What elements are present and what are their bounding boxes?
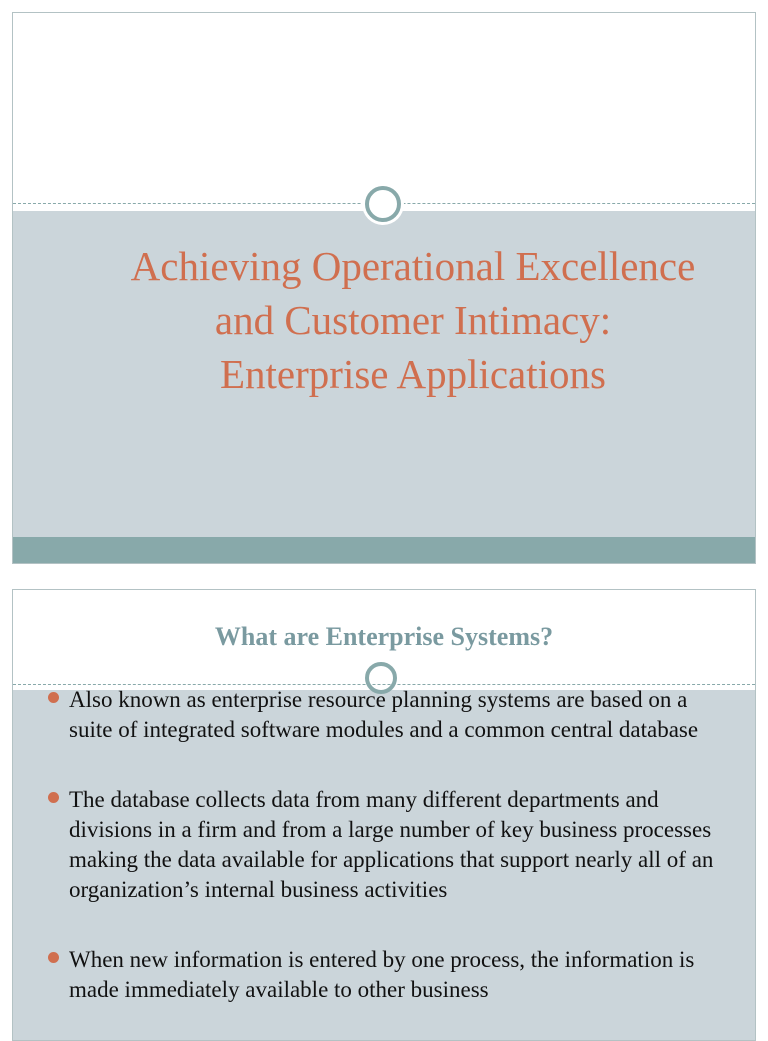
bullet-dot-icon xyxy=(48,952,59,963)
footer-bar xyxy=(13,537,755,563)
bullet-text: Also known as enterprise resource planning systems are based on a suite of integrated software modules and a common central database xyxy=(69,687,699,742)
bullet-item xyxy=(45,785,735,905)
slide-top-area xyxy=(13,13,755,211)
title-slide xyxy=(12,12,756,564)
slide-title xyxy=(73,239,753,401)
title-line-1: Achieving Operational Excellence xyxy=(130,243,696,289)
circle-ornament-icon xyxy=(365,186,401,222)
bullet-dot-icon xyxy=(48,692,59,703)
title-line-3: Enterprise Applications xyxy=(220,351,606,397)
bullet-dot-icon xyxy=(48,792,59,803)
slide-heading: What are Enterprise Systems? xyxy=(214,622,554,651)
content-slide xyxy=(12,589,756,1041)
bullet-item xyxy=(45,945,735,1005)
bullet-item xyxy=(45,685,735,745)
bullet-text: The database collects data from many different departments and divisions in a firm and from a large number of key business processes making the data available for applications that support nearly all of an organization’s internal business activities xyxy=(69,787,714,902)
title-line-2: and Customer Intimacy: xyxy=(214,297,612,343)
bullet-text: When new information is entered by one process, the information is made immediately available to other business xyxy=(69,947,695,1002)
bullet-list xyxy=(45,685,735,1041)
